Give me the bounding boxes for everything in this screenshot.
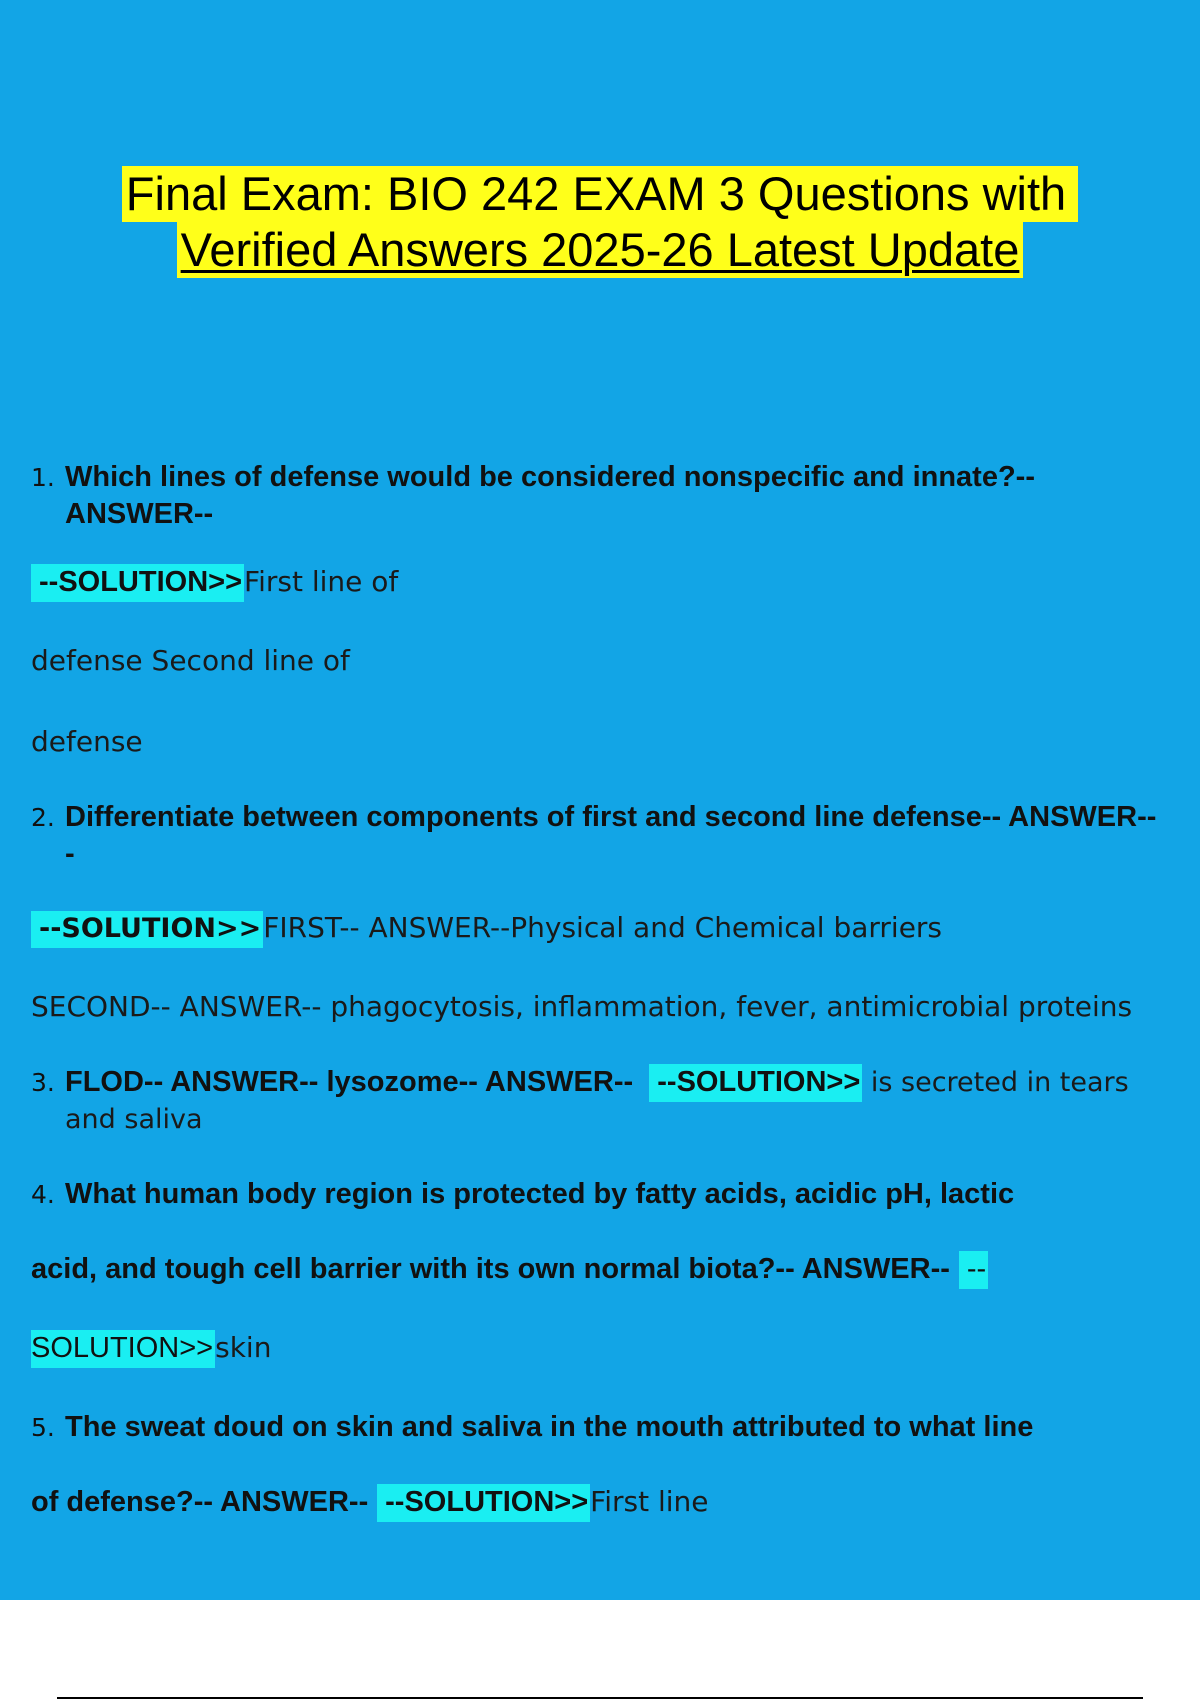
question-number: 5.: [31, 1413, 55, 1442]
answer-4: [31, 1330, 1171, 1371]
question-number: 2.: [31, 803, 55, 832]
answer-text: defense Second line of: [31, 644, 350, 677]
answer-text: is secreted in tears and saliva: [65, 1067, 1129, 1135]
footer-rule: [57, 1697, 1143, 1699]
document-title: [0, 166, 1200, 278]
solution-tag: --SOLUTION>>: [649, 1064, 862, 1102]
question-3: [31, 1064, 1171, 1138]
question-4-line-1: [31, 1176, 1171, 1213]
question-number: 3.: [31, 1068, 55, 1097]
question-text: The sweat doud on skin and saliva in the mouth attributed to what line: [65, 1411, 1034, 1443]
question-number: 1.: [31, 463, 55, 492]
solution-tag: --: [959, 1251, 988, 1289]
question-text: FLOD-- ANSWER-- lysozome-- ANSWER--: [65, 1066, 634, 1098]
question-5-line-2: [31, 1484, 1171, 1525]
question-text: Which lines of defense would be considered nonspecific and innate?-- ANSWER--: [65, 461, 1035, 530]
answer-1-line-1: [31, 564, 1171, 605]
title-line-2: Verified Answers 2025-26 Latest Update: [177, 222, 1024, 278]
question-text: acid, and tough cell barrier with its own normal biota?-- ANSWER--: [31, 1253, 950, 1285]
question-4-line-2: [31, 1251, 1171, 1292]
answer-text: SECOND-- ANSWER-- phagocytosis, inflammation, fever, antimicrobial proteins: [31, 990, 1133, 1023]
answer-2-line-2: [31, 989, 1171, 1030]
question-text: of defense?-- ANSWER--: [31, 1486, 369, 1518]
question-list: [31, 459, 1171, 1525]
answer-1-line-2: [31, 643, 1171, 684]
question-text: Differentiate between components of first and second line defense-- ANSWER-- -: [65, 801, 1157, 870]
answer-text: defense: [31, 725, 143, 758]
solution-tag: --SOLUTION>>: [31, 564, 244, 602]
answer-text: First line: [590, 1485, 709, 1518]
answer-2-line-1: [31, 910, 1171, 951]
question-text: What human body region is protected by fatty acids, acidic pH, lactic: [65, 1178, 1015, 1210]
answer-1-line-3: [31, 724, 1171, 765]
question-1: [31, 459, 1171, 532]
solution-tag: --SOLUTION>>: [31, 911, 263, 948]
answer-text: skin: [215, 1331, 272, 1364]
answer-text: FIRST-- ANSWER--Physical and Chemical barriers: [263, 911, 943, 944]
title-line-1: Final Exam: BIO 242 EXAM 3 Questions with: [122, 166, 1078, 222]
question-5-line-1: [31, 1409, 1171, 1446]
question-2: [31, 799, 1171, 872]
answer-text: First line of: [244, 565, 399, 598]
solution-tag: --SOLUTION>>: [377, 1484, 590, 1522]
question-number: 4.: [31, 1180, 55, 1209]
solution-tag: SOLUTION>>: [31, 1330, 215, 1368]
